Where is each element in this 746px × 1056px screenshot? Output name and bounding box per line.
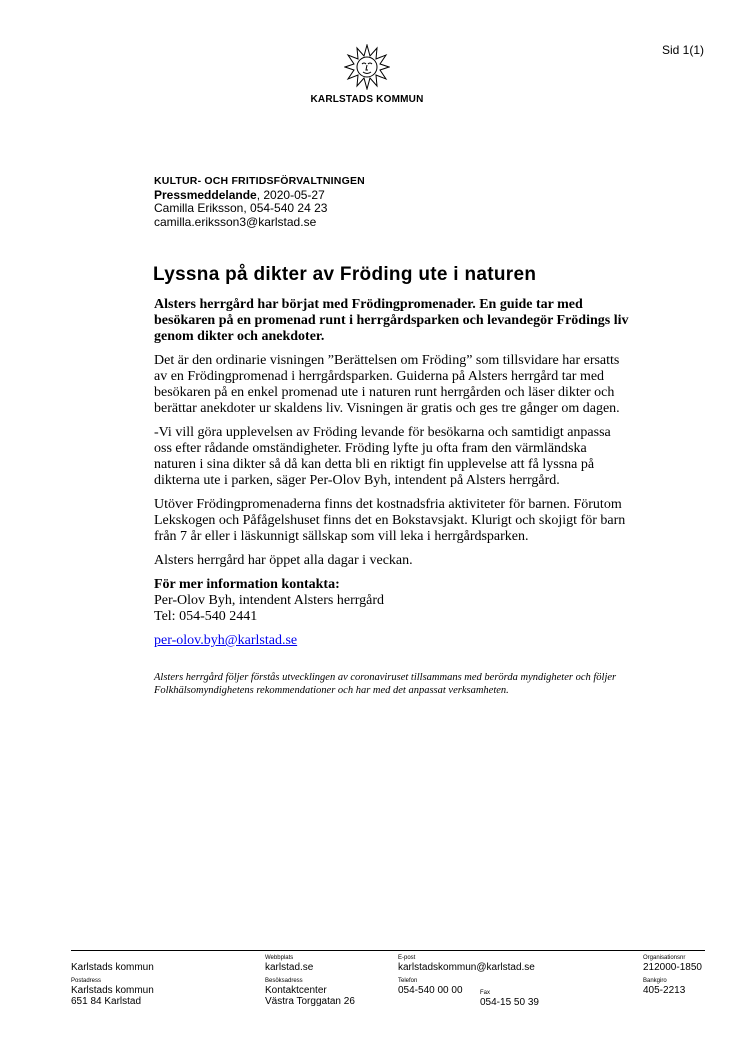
headline: Lyssna på dikter av Fröding ute i naturen — [153, 264, 537, 285]
footer-org-col — [643, 955, 702, 996]
orgnr: 212000-1850 — [643, 962, 702, 973]
footer-web-col — [265, 955, 355, 1008]
contact-tel: Tel: 054-540 2441 — [154, 609, 258, 624]
doc-date: , 2020-05-27 — [256, 187, 325, 202]
telefon-label: Telefon — [398, 977, 418, 984]
bankgiro: 405-2213 — [643, 984, 686, 996]
postadress-label: Postadress — [71, 977, 102, 984]
sender-email: camilla.eriksson3@karlstad.se — [154, 214, 317, 229]
page-number: Sid 1(1) — [661, 43, 704, 57]
doc-type: Pressmeddelande — [154, 187, 257, 202]
webbplats-label: Webbplats — [265, 955, 294, 961]
lead-paragraph: Alsters herrgård har börjat med Frödingpromenader. En guide tar med besökaren på en promenad runt i herrgårdsparken och levandegör Frödings liv genom dikter och anekdoter. — [154, 297, 629, 344]
sender-block — [154, 175, 365, 229]
doc-type-line — [154, 189, 365, 203]
bankgiro-label: Bankgiro — [643, 977, 667, 984]
epost: karlstadskommun@karlstad.se — [398, 962, 535, 973]
footer-divider — [71, 950, 705, 951]
contact-title: För mer information kontakta: — [154, 577, 340, 592]
contact-block — [154, 577, 629, 625]
fax: 054-15 50 39 — [480, 997, 539, 1008]
article-body — [154, 297, 629, 705]
paragraph: Utöver Frödingpromenaderna finns det kostnadsfria aktiviteter för barnen. Förutom Lekskogen och Påfågelshuset finns det en Bokstavsjakt. Klurigt och skojigt för barn från 7 år eller i läskunnigt sällskap som vill leka i herrgårdsparken. — [154, 497, 626, 544]
logo-text: KARLSTADS KOMMUN — [310, 94, 424, 105]
besok-2: Västra Torggatan 26 — [265, 996, 355, 1007]
orgnr-label: Organisationsnr — [643, 955, 686, 961]
contact-email-link[interactable]: per-olov.byh@karlstad.se — [154, 633, 298, 648]
postadress-2: 651 84 Karlstad — [71, 996, 142, 1007]
paragraph: Det är den ordinarie visningen ”Berättelsen om Fröding” som tillsvidare har ersatts av en Frödingpromenad i herrgårdsparken. Guiderna på Alsters herrgård tar med besökaren på en enkel promenad ute i naturen runt herrgården och läser dikter och berättar anekdoter ur skaldens liv. Visningen är gratis och ges tre gånger om dagen. — [154, 353, 620, 416]
sender-contact: Camilla Eriksson, 054-540 24 23 — [154, 201, 328, 215]
logo — [301, 44, 433, 105]
sun-logo-icon — [344, 44, 390, 90]
department: KULTUR- OCH FRITIDSFÖRVALTNINGEN — [154, 175, 365, 187]
epost-label: E-post — [398, 955, 416, 961]
webbplats: karlstad.se — [265, 962, 314, 973]
footer-fax-col — [480, 990, 539, 1009]
fax-label: Fax — [480, 990, 491, 996]
paragraph: -Vi vill göra upplevelsen av Fröding levande för besökarna och samtidigt anpassa oss efter rådande omständigheter. Fröding lyfte ju ofta fram den värmländska naturen i sina dikter så då kan detta bli en riktigt fin upplevelse att få lyssna på dikterna ute i parken, säger Per-Olov Byh, intendent på Alsters herrgård. — [154, 425, 611, 488]
contact-name: Per-Olov Byh, intendent Alsters herrgård — [154, 593, 385, 608]
postadress-1: Karlstads kommun — [71, 984, 154, 996]
footer-name-col — [71, 955, 154, 1008]
paragraph: Alsters herrgård har öppet alla dagar i veckan. — [154, 553, 413, 568]
telefon: 054-540 00 00 — [398, 984, 463, 996]
besok-1: Kontaktcenter — [265, 984, 327, 996]
besok-label: Besöksadress — [265, 977, 303, 984]
disclaimer: Alsters herrgård följer förstås utvecklingen av coronaviruset tillsammans med berörda myndigheter och följer Folkhälsomyndighetens rekommendationer och har med det anpassat verksamheten. — [154, 672, 617, 696]
footer-name: Karlstads kommun — [71, 962, 154, 973]
